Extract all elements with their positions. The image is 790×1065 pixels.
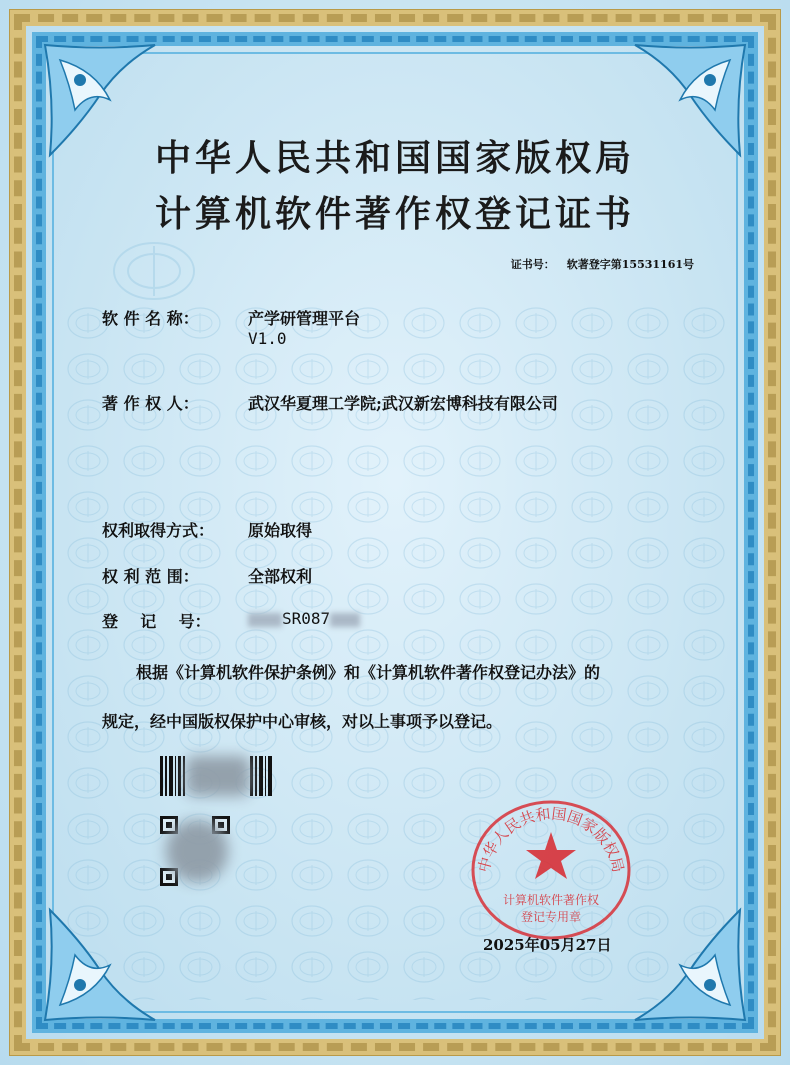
acquisition-method-value: 原始取得 [248, 521, 313, 540]
certificate-number-value: 软著登字第15531161号 [566, 258, 694, 271]
software-name-label: 软 件 名 称： [102, 309, 199, 328]
field-rights-scope [102, 564, 313, 587]
seal-inner-line-2: 登记专用章 [520, 910, 582, 924]
statement-line-2: 规定，经中国版权保护中心审核，对以上事项予以登记。 [102, 712, 503, 731]
certificate-number [511, 256, 694, 272]
title-line-1: 中华人民共和国国家版权局 [154, 137, 635, 179]
registration-number-label: 登 记 号： [102, 612, 211, 631]
software-name-value: 产学研管理平台 [248, 309, 361, 328]
copyright-owner-label: 著 作 权 人： [102, 394, 199, 413]
corner-ornament-bottom-left [40, 905, 160, 1025]
copyright-owner-value: 武汉华夏理工学院;武汉新宏博科技有限公司 [248, 394, 558, 413]
registration-number-visible: SR087 [282, 609, 331, 628]
field-software-name [102, 306, 361, 329]
corner-ornament-bottom-right [630, 905, 750, 1025]
seal-outer-text: 中华人民共和国国家版权局 [474, 804, 628, 875]
acquisition-method-label: 权利取得方式： [102, 521, 215, 540]
rights-scope-value: 全部权利 [248, 567, 313, 586]
software-version-value: V1.0 [248, 329, 287, 348]
title-line-2: 计算机软件著作权登记证书 [154, 193, 635, 235]
field-copyright-owner [102, 391, 558, 414]
seal-inner-line-1: 计算机软件著作权 [502, 893, 600, 907]
qr-redaction [166, 820, 228, 882]
field-registration-number [102, 609, 331, 632]
official-seal-icon [466, 790, 636, 940]
redacted-block [248, 613, 282, 627]
rights-scope-label: 权 利 范 围： [102, 567, 199, 586]
registration-number-value [248, 609, 360, 628]
certificate-number-label: 证书号： [510, 258, 555, 271]
issue-date: 2025年05月27日 [483, 936, 612, 954]
statement-line-1: 根据《计算机软件保护条例》和《计算机软件著作权登记办法》的 [136, 663, 601, 682]
barcode-redaction [186, 756, 250, 796]
field-acquisition-method [102, 518, 313, 541]
emblem-watermark-icon [108, 236, 200, 306]
redacted-block [330, 613, 360, 627]
